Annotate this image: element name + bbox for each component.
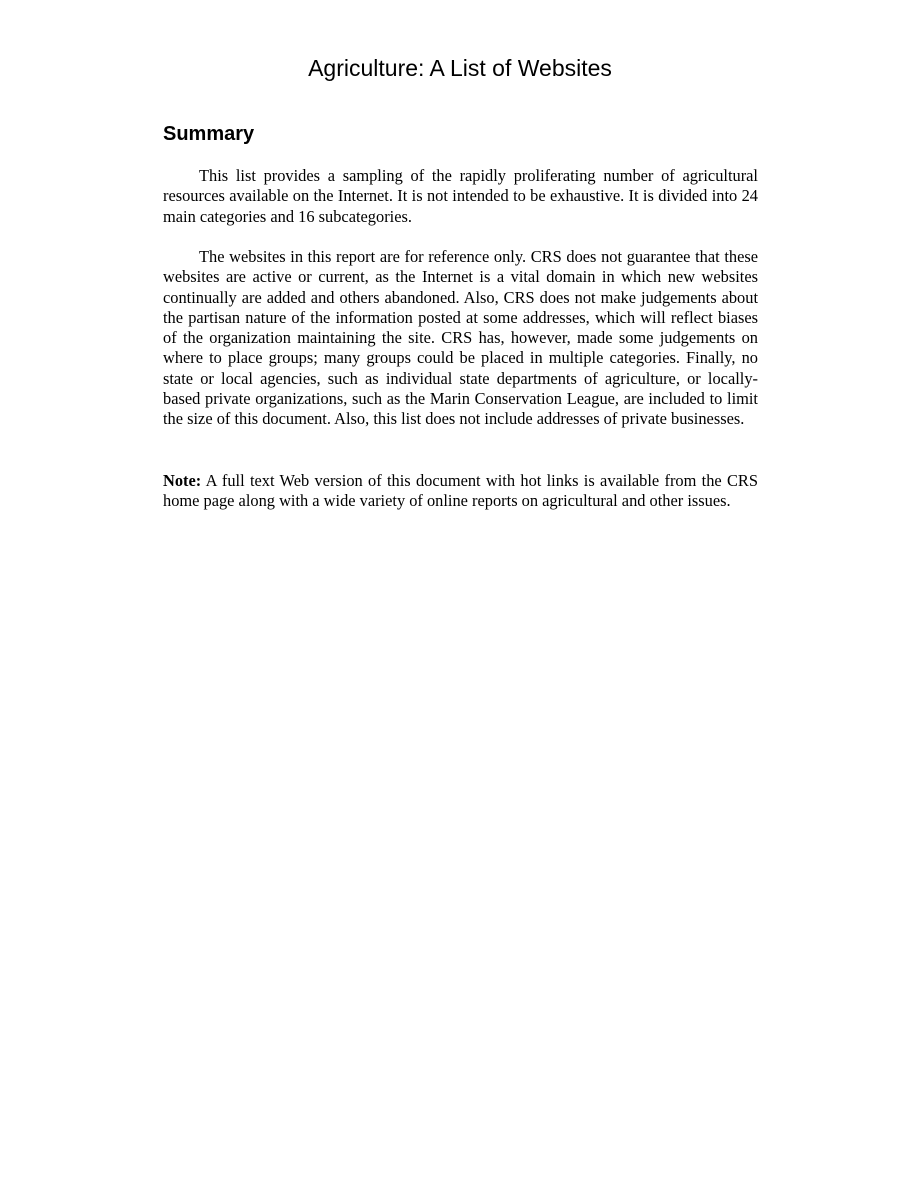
disclaimer-paragraph: The websites in this report are for reference only. CRS does not guarantee that these websites are active or current, as the Internet is a vital domain in which new websites continually are added and others abandoned. Also, CRS does not make judgements about the partisan nature of the information posted at some addresses, which will reflect biases of the organization maintaining the site. CRS has, however, made some judgements on where to place groups; many groups could be placed in multiple categories. Finally, no state or local agencies, such as individual state departments of agriculture, or locally-based private organizations, such as the Marin Conservation League, are included to limit the size of this document. Also, this list does not include addresses of private businesses. [163, 247, 758, 429]
note-paragraph [163, 471, 758, 512]
note-text: A full text Web version of this document with hot links is available from the CRS home page along with a wide variety of online reports on agricultural and other issues. [163, 471, 758, 511]
summary-heading: Summary [163, 123, 255, 145]
document-title: Agriculture: A List of Websites [308, 55, 612, 81]
summary-paragraph: This list provides a sampling of the rapidly proliferating number of agricultural resources available on the Internet. It is not intended to be exhaustive. It is divided into 24 main categories and 16 subcategories. [163, 166, 758, 226]
note-label: Note: [163, 471, 202, 490]
